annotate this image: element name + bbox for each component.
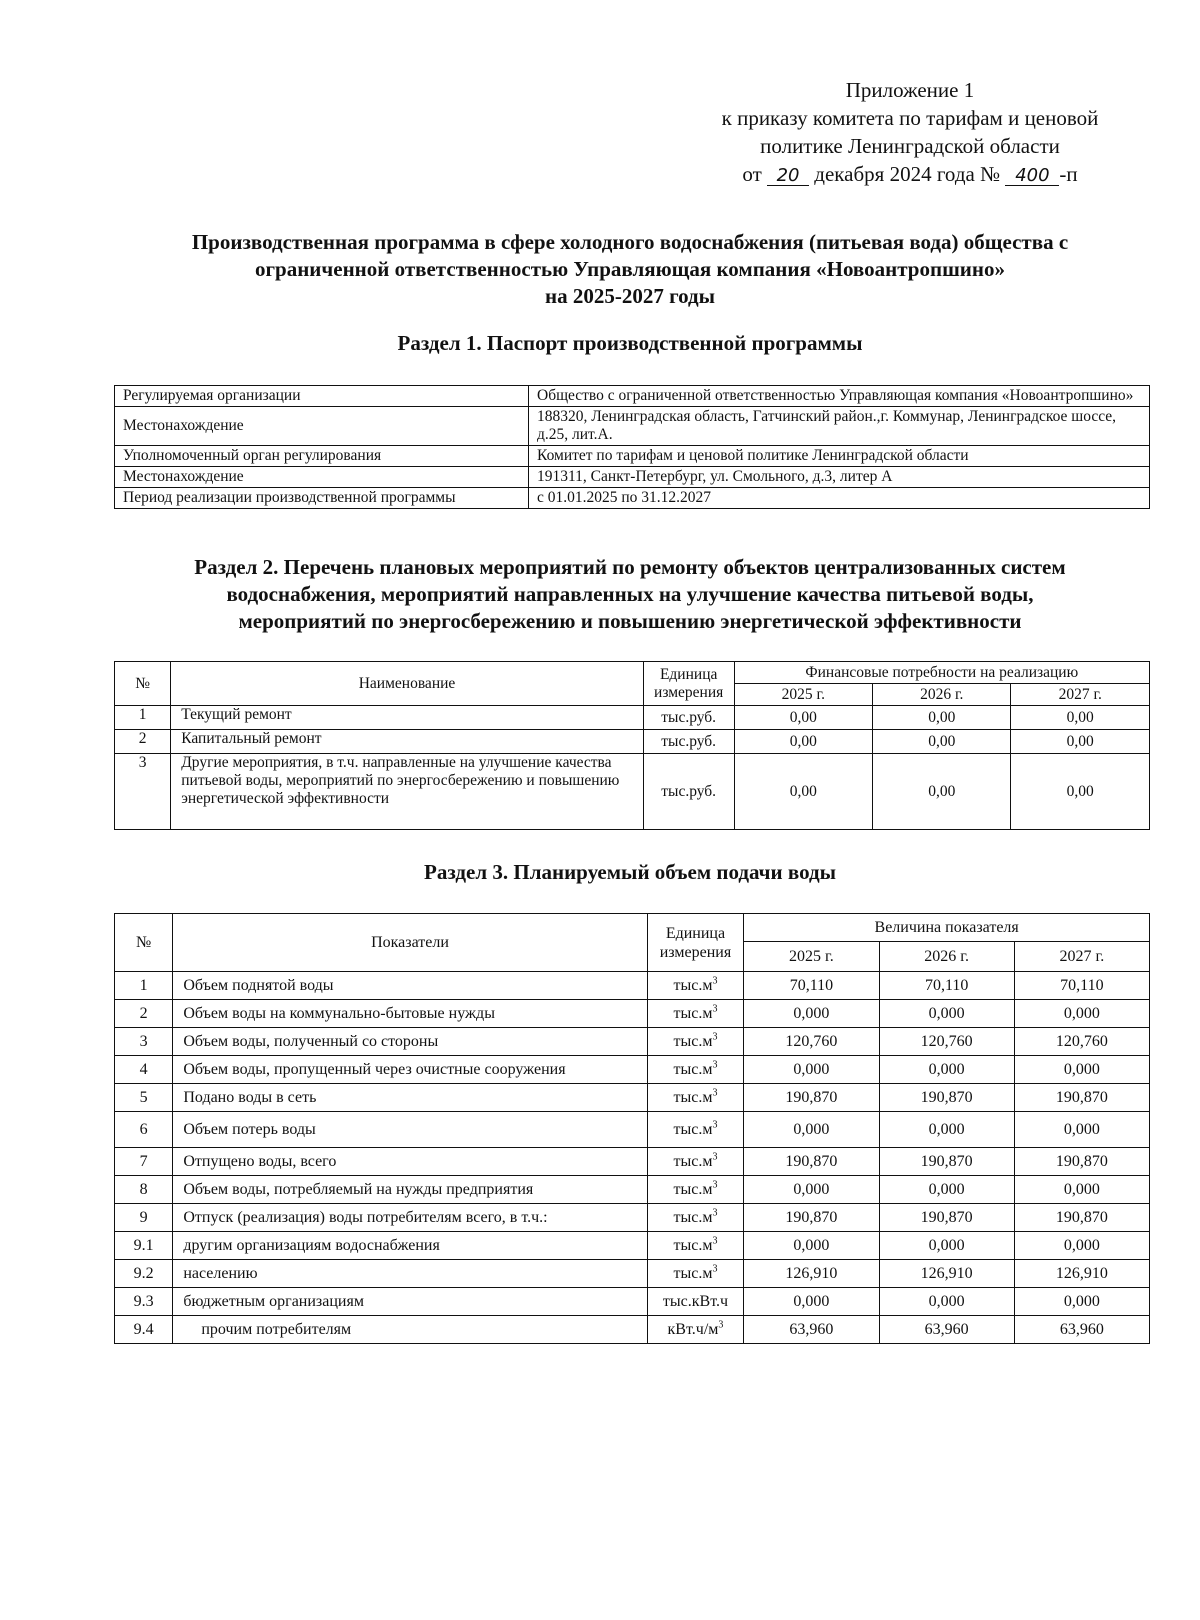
value-cell: 0,00 xyxy=(1011,754,1150,830)
unit-text: кВт.ч/м xyxy=(667,1320,719,1338)
unit-text: тыс.м xyxy=(673,1004,713,1022)
indicator-row xyxy=(115,1112,1150,1148)
row-number: 6 xyxy=(115,1112,173,1148)
indicator-row xyxy=(115,972,1150,1000)
value-cell: 0,000 xyxy=(879,1176,1014,1204)
date-prefix: от xyxy=(742,162,762,186)
indicator-row xyxy=(115,1148,1150,1176)
measure-name: Другие мероприятия, в т.ч. направленные на улучшение качества питьевой воды, мероприятий по энергосбережению и повышению энергетической эффективности xyxy=(171,754,644,830)
date-suffix: -п xyxy=(1059,162,1078,186)
row-number: 4 xyxy=(115,1056,173,1084)
indicator-name: Отпущено воды, всего xyxy=(173,1148,647,1176)
unit-cell xyxy=(647,1288,744,1316)
measure-row xyxy=(115,730,1150,754)
indicator-row xyxy=(115,1056,1150,1084)
unit-text: тыс.м xyxy=(673,1060,713,1078)
indicator-row xyxy=(115,1176,1150,1204)
value-cell: 0,00 xyxy=(873,706,1011,730)
year-header: 2025 г. xyxy=(734,684,872,706)
value-cell: 0,00 xyxy=(734,754,872,830)
unit-cell xyxy=(647,1176,744,1204)
unit-cell xyxy=(647,1232,744,1260)
indicator-name: Объем воды, пропущенный через очистные сооружения xyxy=(173,1056,647,1084)
value-cell: 63,960 xyxy=(1014,1316,1149,1344)
water-supply-table xyxy=(114,913,1150,1344)
passport-value: Общество с ограниченной ответственностью Управляющая компания «Новоантропшино» xyxy=(529,386,1150,407)
value-cell: 0,000 xyxy=(879,1112,1014,1148)
unit-cell xyxy=(647,1084,744,1112)
indicator-row xyxy=(115,1232,1150,1260)
unit-text: тыс.м xyxy=(673,1264,713,1282)
value-cell: 126,910 xyxy=(1014,1260,1149,1288)
indicator-row xyxy=(115,1260,1150,1288)
col-name-header: Наименование xyxy=(171,662,644,706)
unit-text: тыс.м xyxy=(673,1152,713,1170)
unit-text: тыс.м xyxy=(673,1236,713,1254)
unit-exponent: 3 xyxy=(712,1087,718,1099)
passport-row xyxy=(115,488,1150,509)
section3-heading xyxy=(100,859,1160,886)
value-cell: 126,910 xyxy=(879,1260,1014,1288)
value-cell: 0,00 xyxy=(734,706,872,730)
value-cell: 63,960 xyxy=(879,1316,1014,1344)
value-cell: 63,960 xyxy=(744,1316,879,1344)
value-cell: 120,760 xyxy=(1014,1028,1149,1056)
value-cell: 190,870 xyxy=(879,1204,1014,1232)
appendix-line-1: Приложение 1 xyxy=(845,78,975,102)
indicator-row xyxy=(115,1084,1150,1112)
value-cell: 70,110 xyxy=(744,972,879,1000)
indicator-name: Объем воды, полученный со стороны xyxy=(173,1028,647,1056)
unit-text: тыс.м xyxy=(673,1032,713,1050)
unit-exponent: 3 xyxy=(712,1003,718,1015)
passport-value: Комитет по тарифам и ценовой политике Ленинградской области xyxy=(529,446,1150,467)
unit-exponent: 3 xyxy=(712,1059,718,1071)
value-cell: 126,910 xyxy=(744,1260,879,1288)
value-cell: 0,000 xyxy=(879,1000,1014,1028)
value-cell: 0,000 xyxy=(744,1000,879,1028)
value-cell: 190,870 xyxy=(879,1084,1014,1112)
unit-text: тыс.м xyxy=(673,1180,713,1198)
year-header: 2026 г. xyxy=(879,942,1014,972)
row-number: 9.4 xyxy=(115,1316,173,1344)
unit-cell: тыс.руб. xyxy=(643,730,734,754)
row-number: 9.1 xyxy=(115,1232,173,1260)
title-line-2: ограниченной ответственностью Управляющая компания «Новоантропшино» xyxy=(254,257,1006,281)
year-header: 2026 г. xyxy=(873,684,1011,706)
unit-exponent: 3 xyxy=(712,1151,718,1163)
section2-heading-line-3: мероприятий по энергосбережению и повышению энергетической эффективности xyxy=(238,609,1022,633)
passport-row xyxy=(115,386,1150,407)
value-cell: 70,110 xyxy=(879,972,1014,1000)
row-number: 9.3 xyxy=(115,1288,173,1316)
value-cell: 0,00 xyxy=(873,754,1011,830)
value-cell: 0,000 xyxy=(879,1056,1014,1084)
value-cell: 0,000 xyxy=(1014,1232,1149,1260)
appendix-line-3: политике Ленинградской области xyxy=(760,134,1060,158)
value-cell: 0,000 xyxy=(879,1232,1014,1260)
handwritten-day: 20 xyxy=(767,167,809,186)
unit-exponent: 3 xyxy=(712,1235,718,1247)
row-number: 3 xyxy=(115,1028,173,1056)
unit-exponent: 3 xyxy=(712,1179,718,1191)
col-name-header: Показатели xyxy=(173,914,647,972)
value-cell: 0,000 xyxy=(744,1176,879,1204)
value-cell: 120,760 xyxy=(744,1028,879,1056)
passport-key: Местонахождение xyxy=(115,407,529,446)
measure-name: Капитальный ремонт xyxy=(171,730,644,754)
col-unit-header: Единица измерения xyxy=(643,662,734,706)
row-number: 2 xyxy=(115,730,171,754)
indicator-name: бюджетным организациям xyxy=(173,1288,647,1316)
row-number: 1 xyxy=(115,972,173,1000)
value-cell: 0,000 xyxy=(1014,1056,1149,1084)
unit-cell xyxy=(647,1148,744,1176)
value-cell: 0,00 xyxy=(873,730,1011,754)
col-no-header: № xyxy=(115,662,171,706)
unit-cell xyxy=(647,1056,744,1084)
col-unit-header: Единица измерения xyxy=(647,914,744,972)
passport-value: с 01.01.2025 по 31.12.2027 xyxy=(529,488,1150,509)
indicator-row xyxy=(115,1288,1150,1316)
value-cell: 190,870 xyxy=(744,1148,879,1176)
passport-value: 191311, Санкт-Петербург, ул. Смольного, д.3, литер А xyxy=(529,467,1150,488)
passport-row xyxy=(115,407,1150,446)
value-cell: 0,00 xyxy=(1011,706,1150,730)
value-cell: 190,870 xyxy=(744,1084,879,1112)
passport-row xyxy=(115,446,1150,467)
row-number: 5 xyxy=(115,1084,173,1112)
value-cell: 0,00 xyxy=(1011,730,1150,754)
indicator-row xyxy=(115,1028,1150,1056)
indicator-row xyxy=(115,1204,1150,1232)
unit-cell xyxy=(647,1028,744,1056)
row-number: 9.2 xyxy=(115,1260,173,1288)
indicator-name: Объем воды, потребляемый на нужды предприятия xyxy=(173,1176,647,1204)
value-cell: 0,000 xyxy=(879,1288,1014,1316)
unit-cell xyxy=(647,1112,744,1148)
value-cell: 0,000 xyxy=(1014,1000,1149,1028)
year-header: 2027 г. xyxy=(1011,684,1150,706)
year-header: 2027 г. xyxy=(1014,942,1149,972)
col-finance-group-header: Финансовые потребности на реализацию xyxy=(734,662,1149,684)
col-value-group-header: Величина показателя xyxy=(744,914,1150,942)
value-cell: 0,000 xyxy=(1014,1288,1149,1316)
title-line-1: Производственная программа в сфере холодного водоснабжения (питьевая вода) общества с xyxy=(191,230,1069,254)
year-header: 2025 г. xyxy=(744,942,879,972)
unit-text: тыс.м xyxy=(673,1088,713,1106)
passport-row xyxy=(115,467,1150,488)
value-cell: 190,870 xyxy=(1014,1084,1149,1112)
unit-cell xyxy=(647,1204,744,1232)
value-cell: 0,000 xyxy=(744,1112,879,1148)
measure-row xyxy=(115,706,1150,730)
indicator-row xyxy=(115,1316,1150,1344)
unit-cell: тыс.руб. xyxy=(643,754,734,830)
indicator-name: другим организациям водоснабжения xyxy=(173,1232,647,1260)
value-cell: 0,000 xyxy=(1014,1176,1149,1204)
indicator-name: населению xyxy=(173,1260,647,1288)
passport-table xyxy=(114,385,1150,509)
value-cell: 120,760 xyxy=(879,1028,1014,1056)
value-cell: 190,870 xyxy=(879,1148,1014,1176)
appendix-line-2: к приказу комитета по тарифам и ценовой xyxy=(721,106,1099,130)
row-number: 3 xyxy=(115,754,171,830)
value-cell: 0,000 xyxy=(1014,1112,1149,1148)
unit-text: тыс.м xyxy=(673,1120,713,1138)
row-number: 2 xyxy=(115,1000,173,1028)
indicator-row xyxy=(115,1000,1150,1028)
value-cell: 190,870 xyxy=(744,1204,879,1232)
unit-cell: тыс.руб. xyxy=(643,706,734,730)
indicator-name: Объем потерь воды xyxy=(173,1112,647,1148)
indicator-name: Объем воды на коммунально-бытовые нужды xyxy=(173,1000,647,1028)
section1-heading-text: Раздел 1. Паспорт производственной программы xyxy=(397,331,863,355)
indicator-name: прочим потребителям xyxy=(173,1316,647,1344)
passport-key: Регулируемая организации xyxy=(115,386,529,407)
unit-cell xyxy=(647,972,744,1000)
row-number: 7 xyxy=(115,1148,173,1176)
unit-exponent: 3 xyxy=(712,975,718,987)
measure-row xyxy=(115,754,1150,830)
value-cell: 0,00 xyxy=(734,730,872,754)
appendix-block xyxy=(680,76,1140,188)
value-cell: 70,110 xyxy=(1014,972,1149,1000)
date-mid: декабря 2024 года № xyxy=(814,162,1001,186)
indicator-name: Отпуск (реализация) воды потребителям всего, в т.ч.: xyxy=(173,1204,647,1232)
unit-cell xyxy=(647,1000,744,1028)
section2-heading-line-1: Раздел 2. Перечень плановых мероприятий по ремонту объектов централизованных систем xyxy=(194,555,1066,579)
value-cell: 0,000 xyxy=(744,1056,879,1084)
section2-heading-line-2: водоснабжения, мероприятий направленных на улучшение качества питьевой воды, xyxy=(226,582,1034,606)
unit-exponent: 3 xyxy=(712,1207,718,1219)
row-number: 9 xyxy=(115,1204,173,1232)
appendix-date-line xyxy=(680,160,1140,188)
passport-value: 188320, Ленинградская область, Гатчинский район.,г. Коммунар, Ленинградское шоссе, д.25, лит.А. xyxy=(529,407,1150,446)
passport-key: Местонахождение xyxy=(115,467,529,488)
unit-cell xyxy=(647,1260,744,1288)
col-no-header: № xyxy=(115,914,173,972)
unit-exponent: 3 xyxy=(712,1119,718,1131)
document-title xyxy=(100,229,1160,310)
unit-exponent: 3 xyxy=(718,1319,724,1331)
unit-text: тыс.м xyxy=(673,1208,713,1226)
value-cell: 190,870 xyxy=(1014,1148,1149,1176)
passport-key: Уполномоченный орган регулирования xyxy=(115,446,529,467)
handwritten-number: 400 xyxy=(1005,167,1059,186)
section2-heading xyxy=(100,554,1160,635)
row-number: 1 xyxy=(115,706,171,730)
unit-exponent: 3 xyxy=(712,1263,718,1275)
value-cell: 0,000 xyxy=(744,1288,879,1316)
measures-table xyxy=(114,661,1150,830)
section1-heading xyxy=(100,330,1160,357)
unit-exponent: 3 xyxy=(712,1031,718,1043)
unit-cell xyxy=(647,1316,744,1344)
value-cell: 0,000 xyxy=(744,1232,879,1260)
indicator-name: Объем поднятой воды xyxy=(173,972,647,1000)
passport-key: Период реализации производственной программы xyxy=(115,488,529,509)
indicator-name: Подано воды в сеть xyxy=(173,1084,647,1112)
value-cell: 190,870 xyxy=(1014,1204,1149,1232)
section3-heading-text: Раздел 3. Планируемый объем подачи воды xyxy=(424,860,836,884)
row-number: 8 xyxy=(115,1176,173,1204)
measure-name: Текущий ремонт xyxy=(171,706,644,730)
unit-text: тыс.кВт.ч xyxy=(662,1292,729,1310)
title-line-3: на 2025-2027 годы xyxy=(544,284,716,308)
unit-text: тыс.м xyxy=(673,976,713,994)
